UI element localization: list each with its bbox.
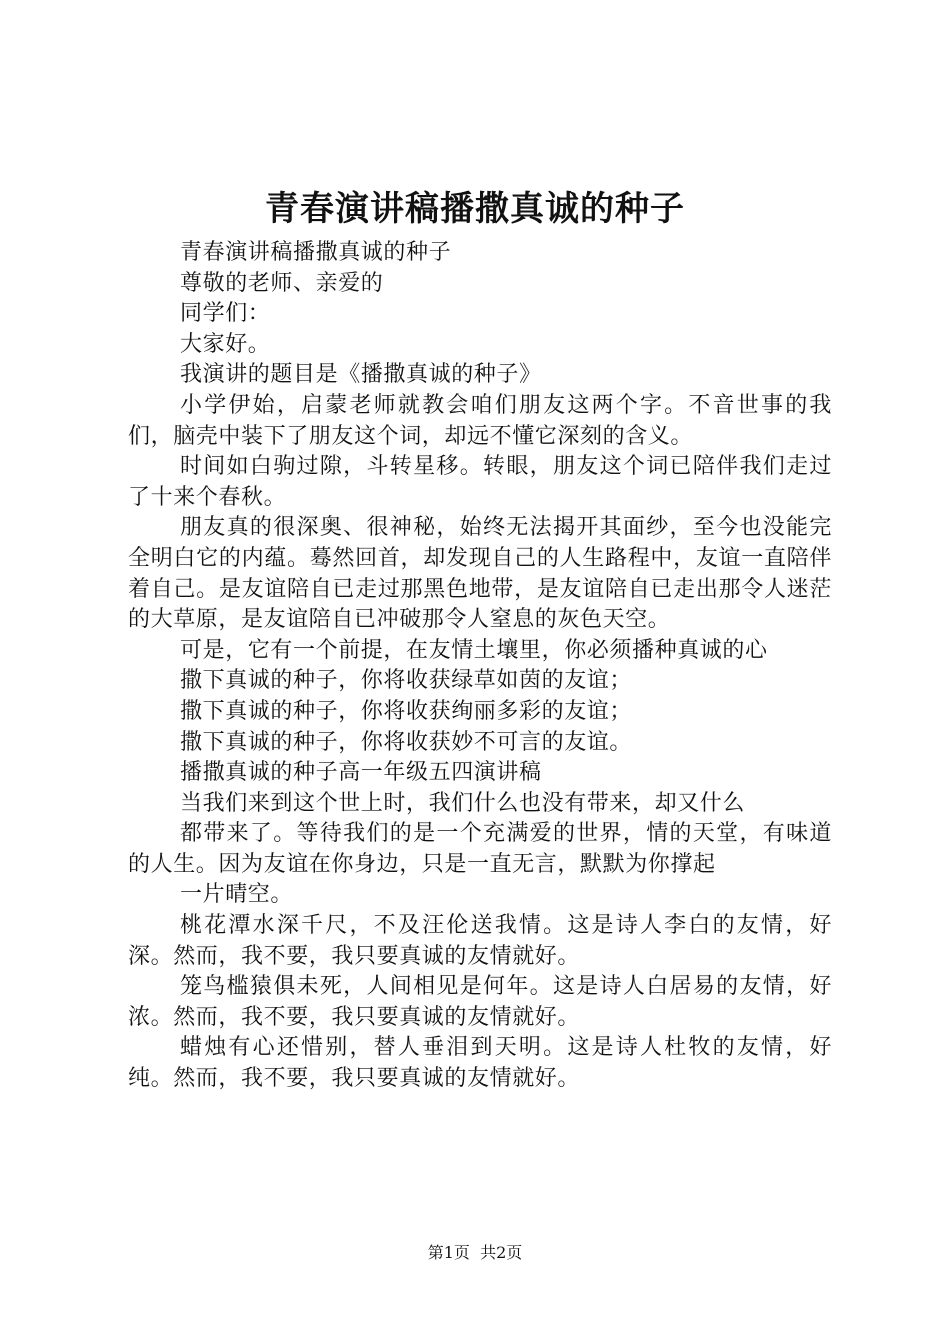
paragraph: 播撒真诚的种子高一年级五四演讲稿 <box>180 760 542 786</box>
paragraph: 蜡烛有心还惜别，替人垂泪到天明。这是诗人杜牧的友情，好纯。然而，我不要，我只要真诚的友情就好。 <box>128 1035 832 1092</box>
paragraph: 撒下真诚的种子，你将收获绚丽多彩的友谊； <box>180 698 633 724</box>
paragraph: 都带来了。等待我们的是一个充满爱的世界，情的天堂，有味道的人生。因为友谊在你身边，只是一直无言，默默为你撑起 <box>128 821 832 877</box>
paragraph: 撒下真诚的种子，你将收获绿草如茵的友谊； <box>180 668 633 694</box>
page-footer <box>0 1242 950 1264</box>
document-title: 青春演讲稿播撒真诚的种子 <box>265 189 685 229</box>
paragraph: 一片晴空。 <box>180 882 294 908</box>
paragraph: 当我们来到这个世上时，我们什么也没有带来，却又什么 <box>180 790 746 816</box>
paragraph: 尊敬的老师、亲爱的 <box>180 270 384 296</box>
document-body <box>128 238 832 1095</box>
page-number-label: 第1页 共2页 <box>427 1243 523 1262</box>
paragraph: 朋友真的很深奥、很神秘，始终无法揭开其面纱，至今也没能完全明白它的内蕴。蓦然回首，却发现自己的人生路程中，友谊一直陪伴着自己。是友谊陪自已走过那黑色地带，是友谊陪自已走出那令人迷茫的大草原，是友谊陪自已冲破那令人窒息的灰色天空。 <box>128 515 832 633</box>
paragraph: 小学伊始，启蒙老师就教会咱们朋友这两个字。不音世事的我们，脑壳中装下了朋友这个词，却远不懂它深刻的含义。 <box>128 392 832 449</box>
paragraph: 可是，它有一个前提，在友情土壤里，你必须播种真诚的心 <box>180 637 768 663</box>
paragraph: 同学们： <box>180 301 271 327</box>
paragraph: 时间如白驹过隙，斗转星移。转眼，朋友这个词已陪伴我们走过了十来个春秋。 <box>128 454 832 510</box>
paragraph: 撒下真诚的种子，你将收获妙不可言的友谊。 <box>180 729 633 755</box>
paragraph: 我演讲的题目是《播撒真诚的种子》 <box>180 362 542 388</box>
paragraph: 桃花潭水深千尺，不及汪伦送我情。这是诗人李白的友情，好深。然而，我不要，我只要真诚的友情就好。 <box>128 913 832 969</box>
paragraph: 青春演讲稿播撒真诚的种子 <box>180 240 452 265</box>
paragraph: 笼鸟槛猿俱未死，人间相见是何年。这是诗人白居易的友情，好浓。然而，我不要，我只要真诚的友情就好。 <box>128 974 832 1030</box>
paragraph: 大家好。 <box>180 331 271 357</box>
